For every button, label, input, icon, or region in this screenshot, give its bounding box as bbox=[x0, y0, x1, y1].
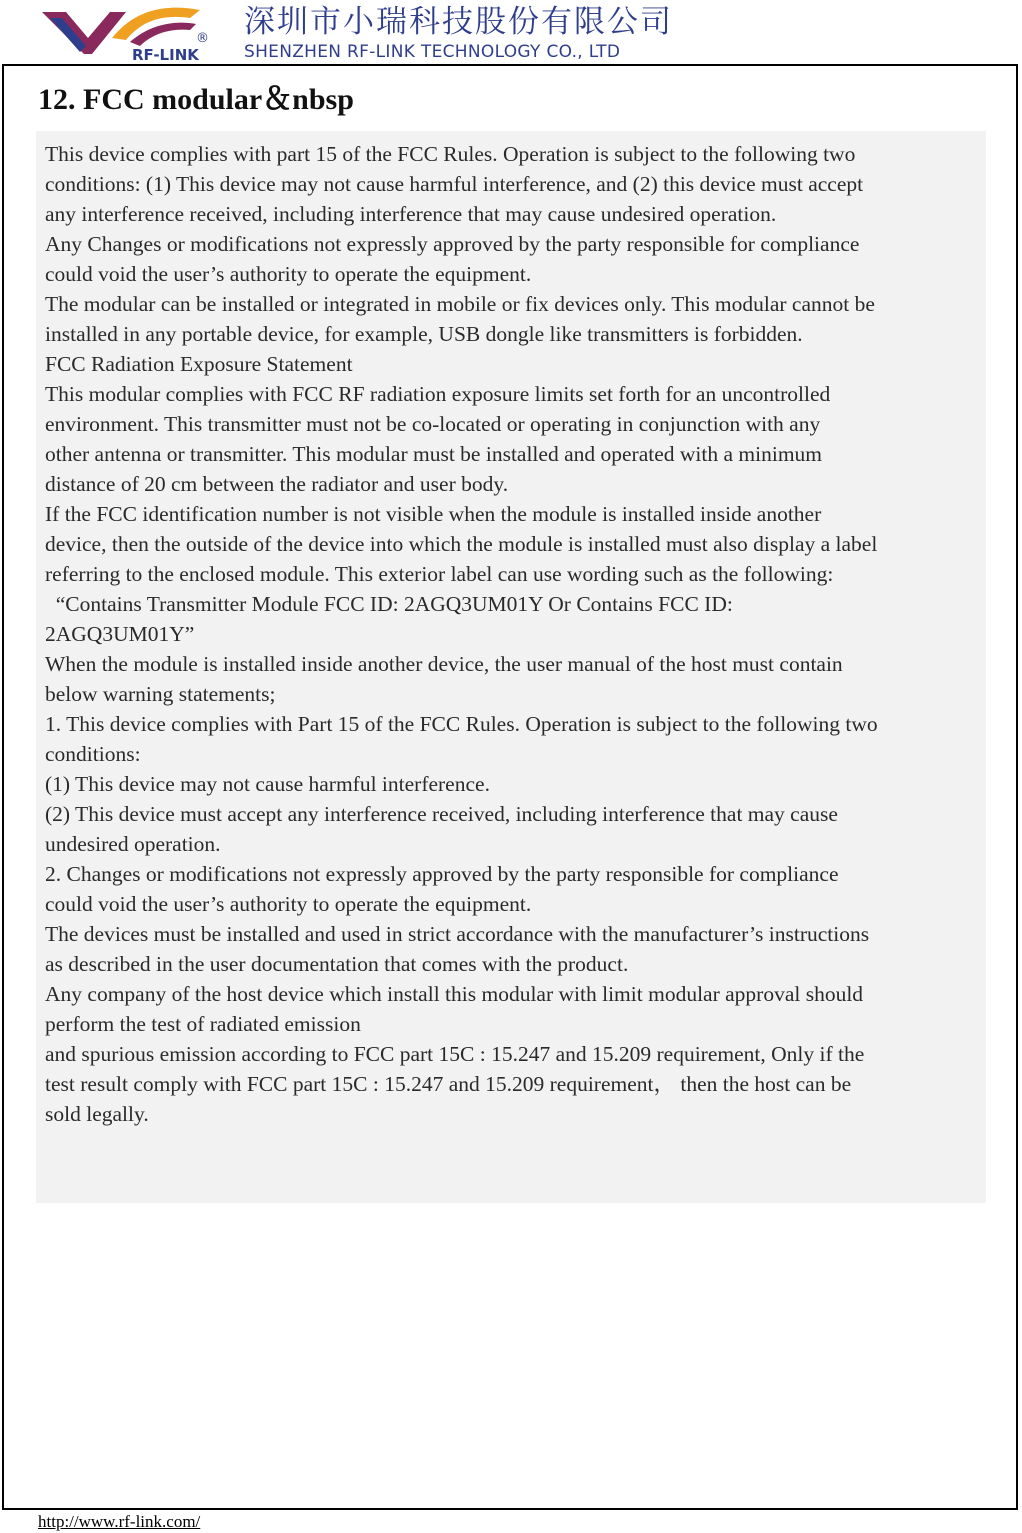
body-line: environment. This transmitter must not be co-located or operating in conjunction with any bbox=[45, 412, 821, 436]
body-line: 2. Changes or modifications not expressly approved by the party responsible for compliance bbox=[45, 862, 839, 886]
body-line: FCC Radiation Exposure Statement bbox=[45, 352, 353, 376]
body-line: Any Changes or modifications not expressly approved by the party responsible for compliance bbox=[45, 232, 860, 256]
section-title: 12. FCC modular＆nbsp bbox=[38, 83, 354, 116]
logo-text: RF-LINK bbox=[132, 46, 199, 62]
company-name-chinese: 深圳市小瑞科技股份有限公司 bbox=[244, 4, 673, 40]
footer-website-link[interactable]: http://www.rf-link.com/ bbox=[38, 1512, 201, 1531]
body-line: “Contains Transmitter Module FCC ID: 2AGQ3UM01Y Or Contains FCC ID: bbox=[45, 592, 733, 616]
body-line: If the FCC identification number is not visible when the module is installed inside another bbox=[45, 502, 822, 526]
body-line: (2) This device must accept any interference received, including interference that may cause bbox=[45, 802, 838, 826]
body-line: could void the user’s authority to operate the equipment. bbox=[45, 892, 532, 916]
body-line: other antenna or transmitter. This modular must be installed and operated with a minimum bbox=[45, 442, 823, 466]
body-line: The modular can be installed or integrated in mobile or fix devices only. This modular cannot be bbox=[45, 292, 875, 316]
body-line: below warning statements; bbox=[45, 682, 276, 706]
body-line: test result comply with FCC part 15C : 15.247 and 15.209 requirement， then the host can be bbox=[45, 1072, 852, 1096]
rf-link-logo bbox=[40, 4, 215, 62]
body-line: This device complies with part 15 of the FCC Rules. Operation is subject to the following two bbox=[45, 142, 856, 166]
body-line: installed in any portable device, for example, USB dongle like transmitters is forbidden. bbox=[45, 322, 803, 346]
body-line: could void the user’s authority to operate the equipment. bbox=[45, 262, 532, 286]
body-line: and spurious emission according to FCC part 15C : 15.247 and 15.209 requirement, Only if the bbox=[45, 1042, 865, 1066]
body-line: 2AGQ3UM01Y” bbox=[45, 622, 195, 646]
body-line: as described in the user documentation that comes with the product. bbox=[45, 952, 629, 976]
body-line: conditions: (1) This device may not cause harmful interference, and (2) this device must accept bbox=[45, 172, 864, 196]
body-line: perform the test of radiated emission bbox=[45, 1012, 361, 1036]
body-line: When the module is installed inside another device, the user manual of the host must contain bbox=[45, 652, 843, 676]
body-line: device, then the outside of the device into which the module is installed must also display a label bbox=[45, 532, 878, 556]
body-line: referring to the enclosed module. This exterior label can use wording such as the following: bbox=[45, 562, 834, 586]
company-name-english: SHENZHEN RF-LINK TECHNOLOGY CO., LTD bbox=[244, 42, 621, 62]
body-line: any interference received, including interference that may cause undesired operation. bbox=[45, 202, 777, 226]
body-line: undesired operation. bbox=[45, 832, 221, 856]
body-line: sold legally. bbox=[45, 1102, 149, 1126]
fcc-statement-box bbox=[36, 131, 986, 1203]
body-line: Any company of the host device which install this modular with limit modular approval should bbox=[45, 982, 864, 1006]
page-header bbox=[0, 0, 1022, 64]
body-line: distance of 20 cm between the radiator and user body. bbox=[45, 472, 509, 496]
body-line: (1) This device may not cause harmful interference. bbox=[45, 772, 490, 796]
logo-registered-mark: ® bbox=[196, 31, 209, 46]
body-line: This modular complies with FCC RF radiation exposure limits set forth for an uncontrolled bbox=[45, 382, 831, 406]
body-line: The devices must be installed and used in strict accordance with the manufacturer’s instructions bbox=[45, 922, 870, 946]
body-line: conditions: bbox=[45, 742, 141, 766]
body-line: 1. This device complies with Part 15 of the FCC Rules. Operation is subject to the following two bbox=[45, 712, 878, 736]
